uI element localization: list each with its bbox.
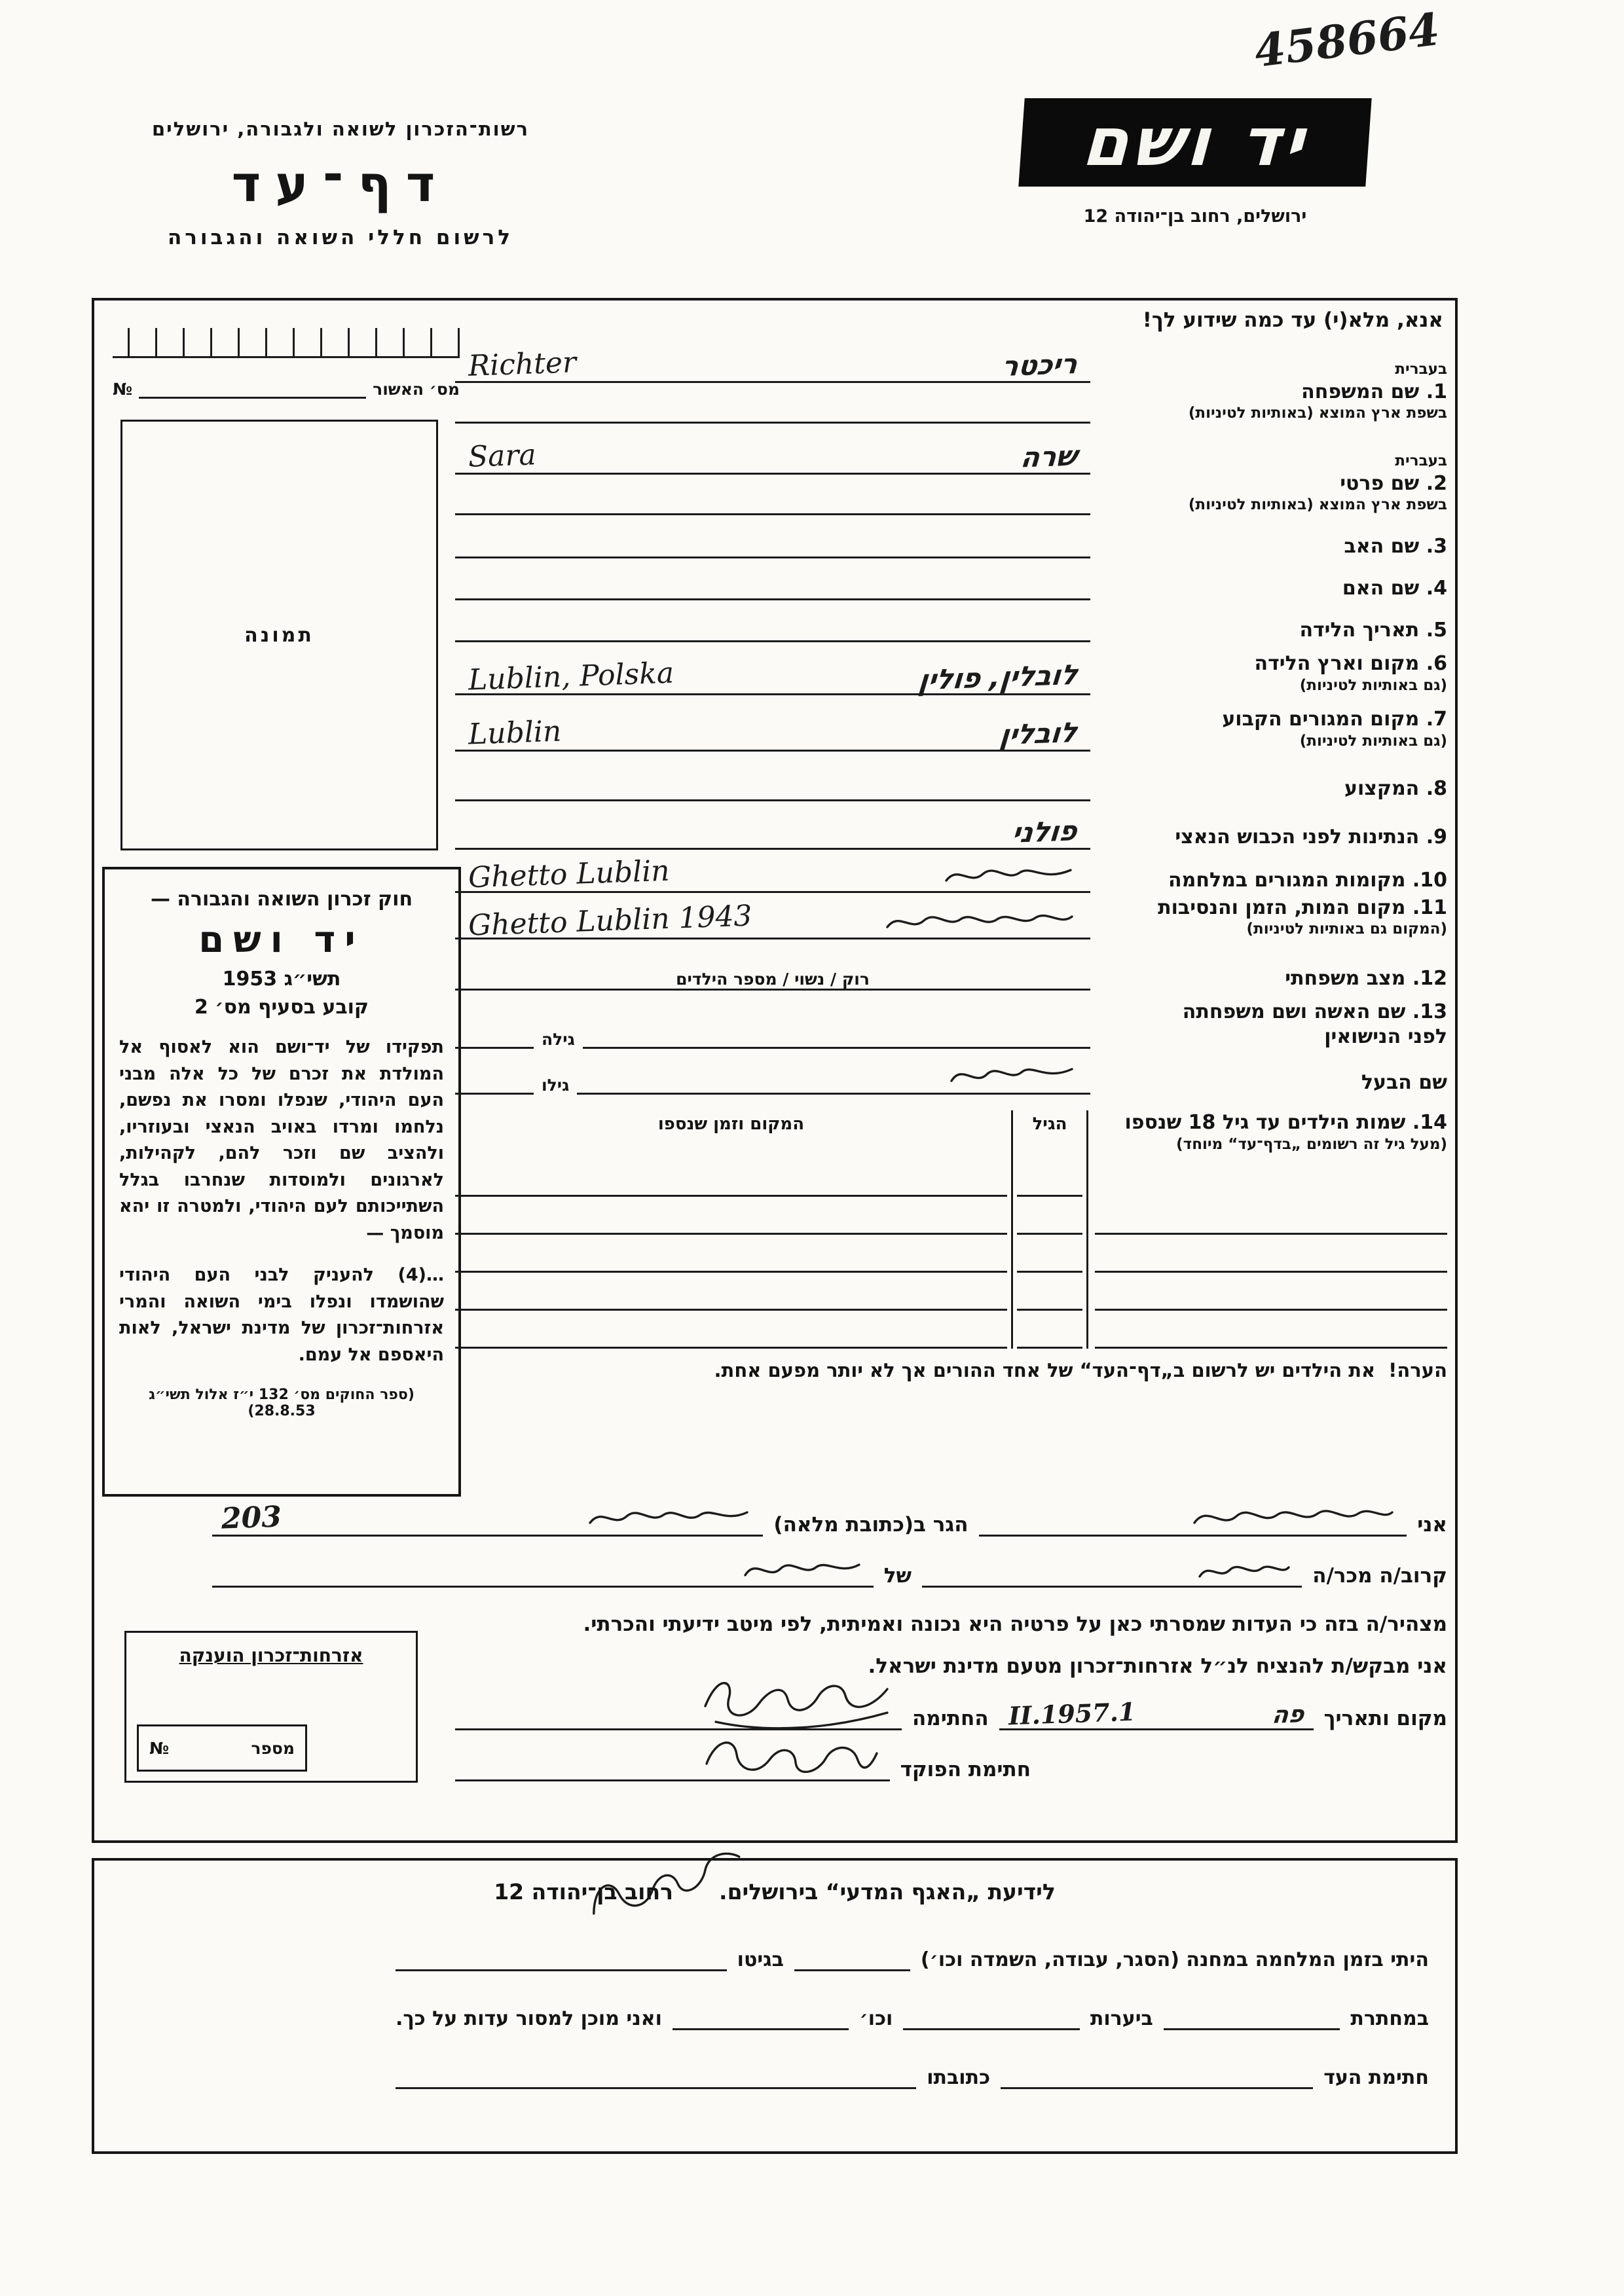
underground-forests-row — [120, 2000, 1429, 2030]
camp-label: היתי בזמן המלחמה במחנה (הסגר, עבודה, השמדה וכו׳) — [920, 1948, 1429, 1971]
yad-vashem-logo-block — [1022, 98, 1369, 227]
field-father-name — [455, 520, 1447, 558]
handwritten-scribble — [1188, 1501, 1397, 1535]
children-age-column — [1011, 1110, 1088, 1349]
place-date-signature-row — [455, 1696, 1447, 1730]
his-age-label: גילו — [542, 1076, 570, 1095]
photo-box — [120, 420, 438, 850]
field-citizenship — [455, 812, 1447, 850]
her-age-line — [455, 1011, 534, 1049]
field-wife-name — [455, 1000, 1447, 1049]
declaration-top — [212, 1500, 1447, 1605]
witness-signature-row — [120, 2059, 1429, 2089]
field10-line — [455, 855, 1090, 893]
related-person-line — [212, 1554, 874, 1588]
fill-instruction: אנא, מלא(י) עד כמה שידוע לך! — [1142, 308, 1443, 332]
photo-label: תמונה — [244, 623, 314, 647]
child-age-line — [1017, 1235, 1082, 1273]
child-place-line — [455, 1311, 1007, 1349]
field7-sub-label: (גם באותיות לטיניות) — [1299, 732, 1447, 750]
place-date-line — [999, 1696, 1314, 1730]
witness-address-line — [396, 2059, 916, 2089]
underground-line — [1164, 2000, 1340, 2030]
etc-line — [673, 2000, 849, 2030]
first-name-hebrew-handwritten: שרה — [1019, 439, 1079, 474]
witness-signature-line — [1001, 2059, 1313, 2089]
forests-label: ביערות — [1090, 2007, 1153, 2030]
field7-label: 7. מקום המגורים הקבוע — [1222, 708, 1447, 731]
field1-hebrew-label: בעברית — [1395, 360, 1447, 378]
field4-label: 4. שם האם — [1342, 576, 1447, 600]
field8-line — [455, 763, 1090, 801]
children-note — [455, 1359, 1447, 1381]
field9-label: 9. הנתינות לפני הכבוש הנאצי — [1175, 826, 1447, 849]
wartime-residence-latin-handwritten: Ghetto Lublin — [468, 854, 671, 895]
note-label: הערה! — [1388, 1359, 1447, 1382]
yad-vashem-logo: יד ושם — [1018, 98, 1371, 187]
camp-line — [794, 1941, 910, 1971]
field-mother-name — [455, 562, 1447, 600]
declarant-row — [212, 1500, 1447, 1537]
child-age-line — [1017, 1197, 1082, 1235]
scientific-branch-section — [92, 1858, 1458, 2154]
field-birth-date — [455, 604, 1447, 642]
field2-line-hebrew — [455, 434, 1090, 475]
law-heading-2: יד ושם — [198, 919, 365, 961]
logo-address: ירושלים, רחוב בן־יהודה 12 — [1083, 206, 1307, 227]
children-place-column — [455, 1110, 1011, 1349]
law-heading-1: חוק זכרון השואה והגבורה — — [150, 888, 413, 911]
family-name-hebrew-handwritten: ריכטר — [1000, 347, 1079, 383]
ready-to-testify-label: ואני מוכן למסור עדות על כך. — [396, 2007, 662, 2030]
field11-line — [455, 899, 1090, 943]
form-subtitle: לרשום חללי השואה והגבורה — [167, 226, 514, 249]
handwritten-scribble — [583, 1502, 754, 1535]
citizenship-title: אזרחות־זכרון הוענקה — [179, 1645, 363, 1666]
scientific-branch-title — [120, 1879, 1429, 1904]
field-first-name — [455, 434, 1447, 515]
field11-sub-label: (המקום גם באותיות לטיניות) — [1246, 920, 1447, 938]
law-box — [102, 867, 461, 1497]
field4-line — [455, 562, 1090, 600]
field6-line — [455, 657, 1090, 695]
place-column-header: המקום וזמן שנספו — [657, 1114, 805, 1135]
citizenship-number-box — [137, 1724, 307, 1772]
ruled-tick-strip — [113, 328, 460, 358]
law-heading-3: תשי״ג 1953 — [222, 968, 341, 991]
signature-scribble — [696, 1666, 893, 1728]
field-wartime-residence — [455, 855, 1447, 893]
field10-label: 10. מקומות המגורים במלחמה — [1168, 869, 1447, 892]
her-age-label: גילה — [542, 1030, 575, 1049]
children-table — [455, 1110, 1447, 1349]
child-age-line — [1017, 1159, 1082, 1197]
numero-sign: № — [113, 380, 133, 399]
approval-line — [139, 376, 366, 399]
place-date-label: מקום ותאריך — [1323, 1707, 1447, 1730]
law-heading-4: קובע בסעיף מס׳ 2 — [194, 996, 369, 1019]
child-name-line — [1095, 1197, 1447, 1235]
field2-latin-label: בשפת ארץ המוצא (באותיות לטיניות) — [1188, 496, 1447, 514]
witness-signature-label: חתימת העד — [1323, 2066, 1429, 2089]
field13-label: 13. שם האשה ושם משפחתה — [1182, 1000, 1447, 1024]
child-place-line — [455, 1235, 1007, 1273]
child-place-line — [455, 1273, 1007, 1311]
page-title: דף־עד — [231, 155, 450, 213]
underground-label: במחתרת — [1350, 2007, 1429, 2030]
husband-line — [577, 1057, 1090, 1095]
relative-label: קרוב/ה מכר/ה — [1312, 1564, 1447, 1588]
fields-column — [455, 342, 1447, 1381]
field6-sub-label: (גם באותיות לטיניות) — [1299, 676, 1447, 694]
field-permanent-residence — [455, 707, 1447, 751]
handwritten-scribble — [740, 1554, 864, 1586]
field14-sub-label: (מעל גיל זה רשומים „בדף־עד“ מיוחד) — [1176, 1135, 1447, 1153]
field7-line — [455, 714, 1090, 752]
note-text: את הילדים יש לרשום ב„דף־העד“ של אחד ההורים אך לא יותר מפעם אחת. — [714, 1359, 1376, 1382]
declaration-request: אני מבקש/ת להנציח לנ״ל אזרחות־זכרון מטעם מדינת ישראל. — [868, 1654, 1447, 1678]
approval-number-row — [113, 376, 460, 399]
field1-label: 1. שם המשפחה — [1301, 380, 1447, 403]
official-signature-row — [455, 1747, 1447, 1781]
ghetto-label: בגיטו — [737, 1948, 784, 1971]
citizenship-number-label: מספר — [251, 1738, 295, 1758]
child-name-line — [1095, 1273, 1447, 1311]
birth-place-latin-handwritten: Lublin, Polska — [468, 656, 674, 697]
approval-label: מס׳ האשור — [373, 380, 460, 399]
signature-scribble — [697, 1727, 881, 1779]
field13-line — [583, 1011, 1090, 1049]
first-name-latin-handwritten: Sara — [468, 438, 537, 474]
field1-line-latin — [455, 383, 1090, 424]
field8-label: 8. המקצוע — [1344, 777, 1447, 801]
forests-line — [903, 2000, 1080, 2030]
signature-label: החתימה — [912, 1707, 989, 1730]
handwritten-scribble — [940, 860, 1077, 891]
child-name-line — [1095, 1235, 1447, 1273]
place-of-death-latin-handwritten: Ghetto Lublin 1943 — [468, 899, 753, 943]
handwritten-scribble — [881, 906, 1077, 938]
field3-label: 3. שם האב — [1344, 534, 1447, 558]
resides-label: הגר ב(כתובת מלאה) — [773, 1513, 969, 1537]
ghetto-line — [396, 1941, 727, 1971]
scientific-branch-title-address: רחוב בן־יהודה 12 — [494, 1879, 674, 1904]
relation-line — [922, 1554, 1302, 1588]
form-header — [144, 118, 537, 249]
handwritten-scribble — [946, 1059, 1077, 1093]
declaration-bottom — [455, 1613, 1447, 1798]
citizenship-numero-sign: № — [149, 1738, 170, 1758]
field9-line — [455, 812, 1090, 850]
field-family-name — [455, 342, 1447, 424]
field1-latin-label: בשפת ארץ המוצא (באותיות לטיניות) — [1188, 405, 1447, 422]
his-age-line — [455, 1057, 534, 1095]
law-clause-text: …(4) להעניק לבני העם היהודי שהושמדו ונפלו בימי השואה והמרי אזרחות־זכרון של מדינת ישראל, לאות היאספם אל עמם. — [119, 1265, 444, 1365]
law-body-text: תפקידו של יד־ושם הוא לאסוף אל המולדת את זכרם של כל אלה מבני העם היהודי, שנפלו ומסרו את נפשם, נלחמו ומרדו באויב הנאצי ובעוזריו, ולהציב שם וזכר להם, לקהילות, לארגונים ולמוסדות שנחרבו בגלל השתייכותם לעם היהודי, ולמטרה זו יהא מוסמך — — [119, 1037, 444, 1243]
field-family-status — [455, 953, 1447, 991]
declarant-name-line — [979, 1503, 1407, 1537]
scientific-branch-title-main: לידיעת „האגף המדעי“ בירושלים. — [719, 1879, 1056, 1904]
citizenship-handwritten: פולני — [1010, 814, 1079, 849]
child-place-line — [455, 1197, 1007, 1235]
registry-number-handwritten: 458664 — [1251, 3, 1443, 79]
declarant-address-line — [212, 1500, 763, 1537]
etc-label: וכו׳ — [859, 2007, 893, 2030]
field12-line — [455, 953, 1090, 991]
field5-label: 5. תאריך הלידה — [1299, 618, 1447, 642]
field2-line-latin — [455, 475, 1090, 515]
i-label: אני — [1417, 1513, 1447, 1537]
address-number-handwritten: 203 — [221, 1500, 282, 1536]
camp-ghetto-row — [120, 1941, 1429, 1971]
field6-label: 6. מקום וארץ הלידה — [1254, 652, 1447, 675]
declaration-statement: מצהיר/ה בזה כי העדות שמסרתי כאן על פרטיה היא נכונה ואמיתית, לפי מיטב ידיעתי והכרתי. — [583, 1613, 1447, 1636]
field-husband-name — [455, 1057, 1447, 1095]
field14-label: 14. שמות הילדים עד גיל 18 שנספו — [1124, 1111, 1447, 1135]
relation-row — [212, 1554, 1447, 1588]
residence-latin-handwritten: Lublin — [468, 714, 563, 752]
field3-line — [455, 520, 1090, 558]
date-handwritten: 1.II.1957 — [1007, 1696, 1136, 1731]
field-birth-place — [455, 651, 1447, 695]
residence-hebrew-handwritten: לובלין — [998, 716, 1079, 751]
child-age-line — [1017, 1273, 1082, 1311]
of-label: של — [883, 1564, 912, 1588]
field11-label: 11. מקום המות, הזמן והנסיבות — [1158, 896, 1447, 919]
family-name-latin-handwritten: Richter — [468, 346, 577, 383]
field2-label: 2. שם פרטי — [1340, 471, 1447, 495]
field-place-of-death — [455, 896, 1447, 943]
child-age-line — [1017, 1311, 1082, 1349]
law-source-note: (ספר החוקים מס׳ 132 י״ז אלול תשי״ג 28.8.53) — [149, 1387, 415, 1419]
handwritten-scribble — [1194, 1557, 1293, 1586]
field13-label-2: לפני הנישואין — [1324, 1025, 1447, 1048]
child-place-line — [455, 1159, 1007, 1197]
witness-address-label: כתובתו — [927, 2066, 991, 2089]
official-signature-line — [455, 1747, 890, 1781]
authority-name: רשות־הזכרון לשואה ולגבורה, ירושלים — [151, 118, 530, 140]
citizenship-box — [124, 1631, 418, 1783]
age-column-header: הגיל — [1032, 1114, 1067, 1135]
field-profession — [455, 763, 1447, 801]
field5-line — [455, 604, 1090, 642]
place-handwritten: פה — [1271, 1701, 1306, 1729]
birth-place-hebrew-handwritten: לובלין, פולין — [917, 659, 1079, 697]
field1-line-hebrew — [455, 342, 1090, 383]
husband-label: שם הבעל — [1361, 1070, 1447, 1094]
signature-line — [455, 1696, 902, 1730]
official-signature-label: חתימת הפוקד — [900, 1758, 1031, 1781]
child-name-line — [1095, 1311, 1447, 1349]
children-names-column — [1088, 1110, 1447, 1349]
field12-label: 12. מצב משפחתי — [1285, 966, 1447, 990]
family-status-options: רוק / נשוי / מספר הילדים — [676, 970, 870, 989]
main-form-box — [92, 298, 1458, 1843]
field2-hebrew-label: בעברית — [1395, 452, 1447, 469]
